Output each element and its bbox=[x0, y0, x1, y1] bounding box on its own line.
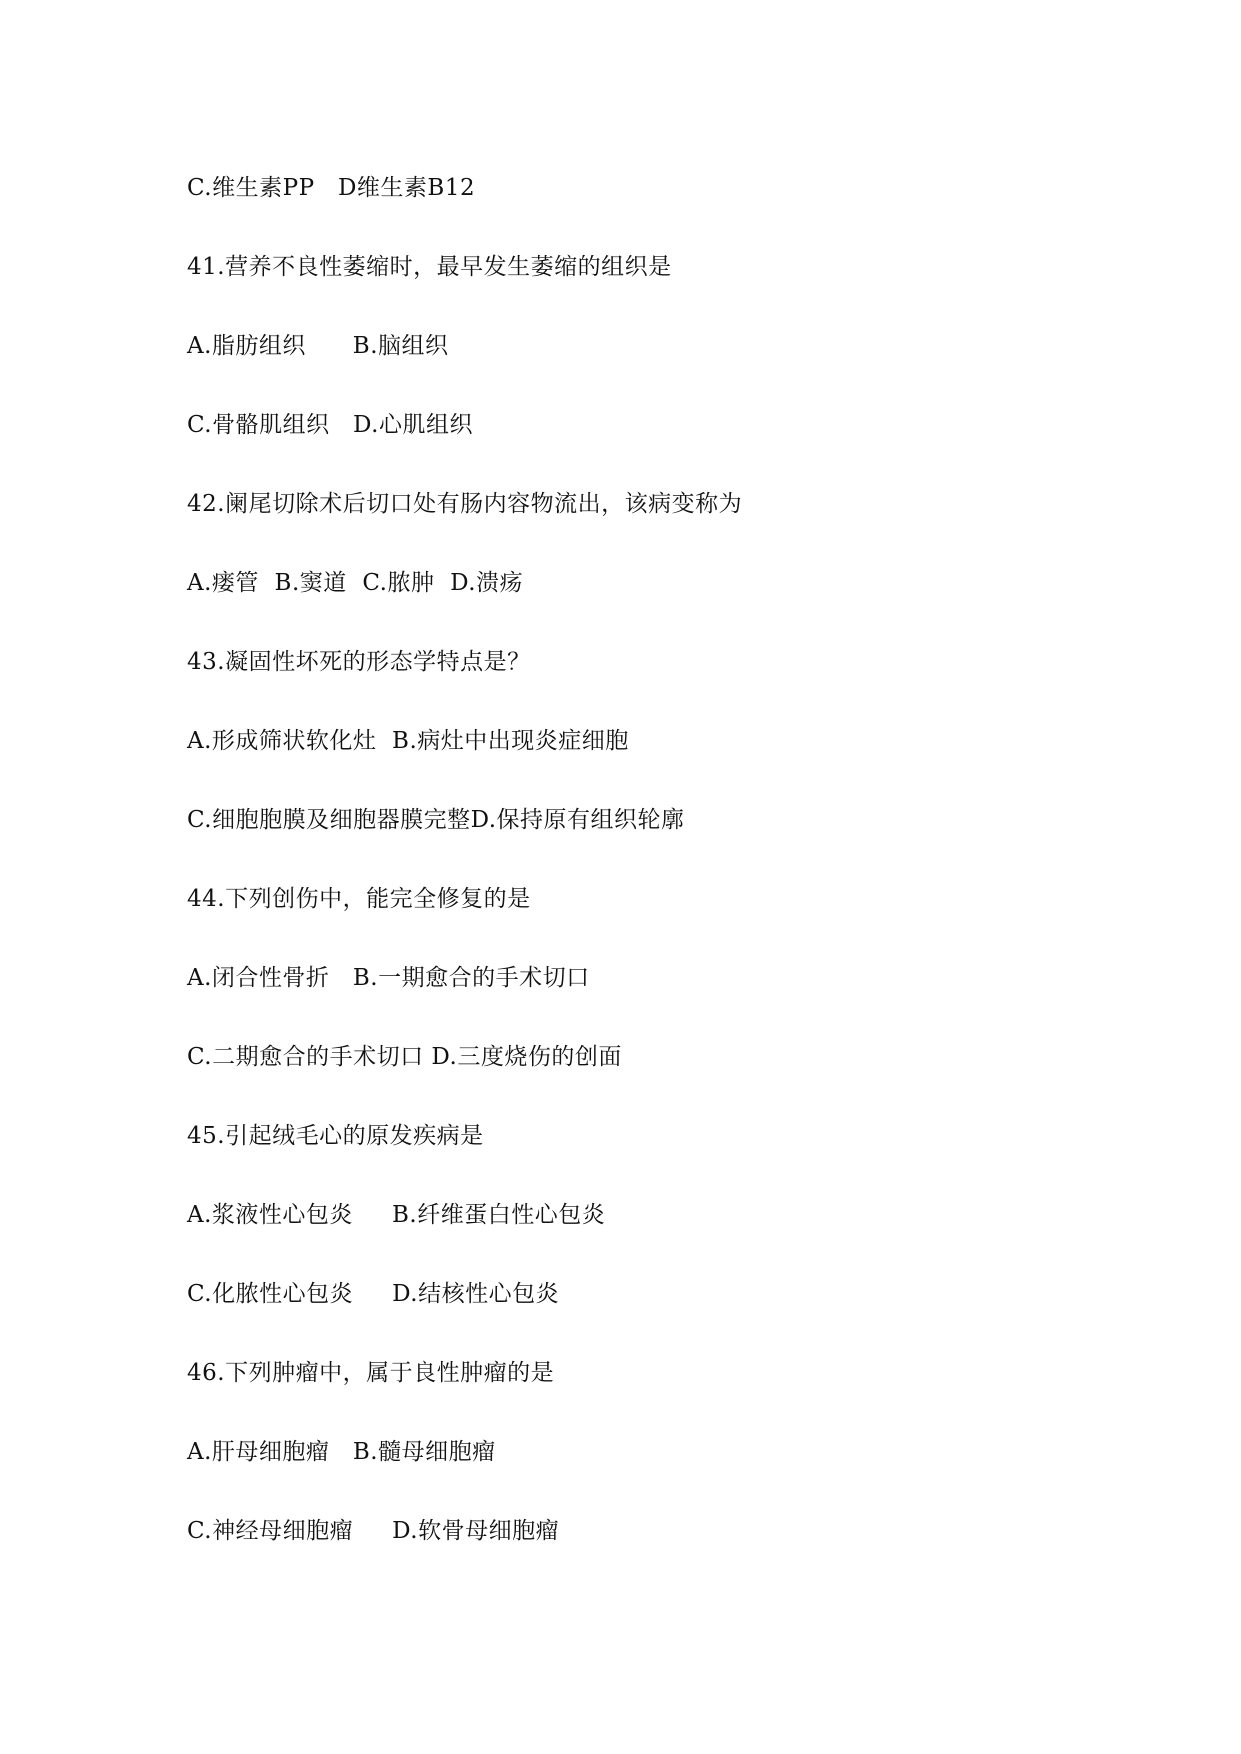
option-line: A.脂肪组织 B.脑组织 bbox=[187, 333, 449, 359]
option-line: A.闭合性骨折 B.一期愈合的手术切口 bbox=[187, 965, 590, 991]
option-line: C.化脓性心包炎 D.结核性心包炎 bbox=[187, 1281, 560, 1307]
option-line: A.形成筛状软化灶 B.病灶中出现炎症细胞 bbox=[187, 728, 629, 754]
option-line: C.维生素PP D维生素B12 bbox=[187, 175, 476, 201]
question-41: 41.营养不良性萎缩时，最早发生萎缩的组织是 bbox=[187, 254, 672, 280]
option-line: C.二期愈合的手术切口 D.三度烧伤的创面 bbox=[187, 1044, 622, 1070]
question-44: 44.下列创伤中，能完全修复的是 bbox=[187, 886, 531, 912]
question-42: 42.阑尾切除术后切口处有肠内容物流出，该病变称为 bbox=[187, 491, 743, 517]
option-line: A.肝母细胞瘤 B.髓母细胞瘤 bbox=[187, 1439, 496, 1465]
option-line: C.神经母细胞瘤 D.软骨母细胞瘤 bbox=[187, 1518, 560, 1544]
question-43: 43.凝固性坏死的形态学特点是？ bbox=[187, 649, 531, 675]
option-line: A.浆液性心包炎 B.纤维蛋白性心包炎 bbox=[187, 1202, 606, 1228]
option-line: C.骨骼肌组织 D.心肌组织 bbox=[187, 412, 473, 438]
question-45: 45.引起绒毛心的原发疾病是 bbox=[187, 1123, 484, 1149]
option-line: C.细胞胞膜及细胞器膜完整D.保持原有组织轮廓 bbox=[187, 807, 685, 833]
option-line: A.瘘管 B.窦道 C.脓肿 D.溃疡 bbox=[187, 570, 524, 596]
question-46: 46.下列肿瘤中，属于良性肿瘤的是 bbox=[187, 1360, 555, 1386]
